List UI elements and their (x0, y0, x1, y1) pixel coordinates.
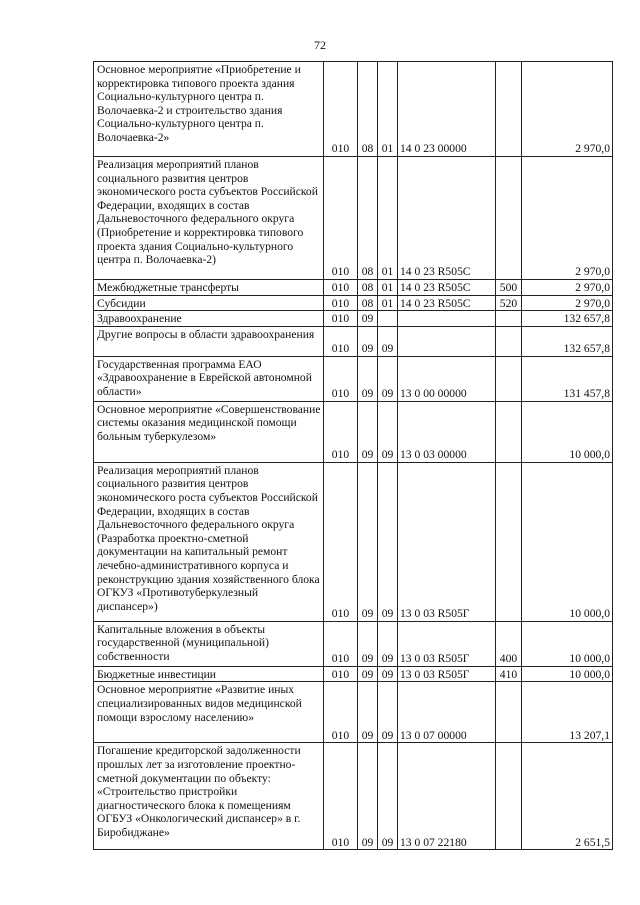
row-gr-code: 010 (324, 462, 358, 621)
row-target-code: 14 0 23 R505C (398, 280, 496, 296)
table-row (94, 462, 613, 621)
row-subsection-code: 09 (378, 682, 398, 743)
row-target-code: 13 0 07 22180 (398, 743, 496, 850)
row-section-code: 08 (358, 295, 378, 311)
row-expense-type-code: 520 (496, 295, 522, 311)
row-gr-code: 010 (324, 682, 358, 743)
row-target-code: 13 0 03 00000 (398, 401, 496, 462)
row-amount: 2 651,5 (522, 743, 613, 850)
row-section-code: 09 (358, 462, 378, 621)
row-section-code: 09 (358, 326, 378, 356)
row-name: Реализация мероприятий планов социального развития центров экономического роста субъектов Российской Федерации, входящих в состав Дальневосточного федерального округа (Разработка проектно-сметной документации на капитальный ремонт лечебно-административного корпуса и реконструкцию здания хозяйственного блока ОГКУЗ «Противотуберкулезный диспансер») (94, 462, 324, 621)
row-amount: 2 970,0 (522, 280, 613, 296)
row-gr-code: 010 (324, 401, 358, 462)
row-subsection-code: 09 (378, 666, 398, 682)
table-row (94, 666, 613, 682)
row-subsection-code: 09 (378, 401, 398, 462)
row-amount: 13 207,1 (522, 682, 613, 743)
page-number: 72 (314, 38, 326, 52)
row-section-code: 09 (358, 682, 378, 743)
row-expense-type-code (496, 682, 522, 743)
row-name: Основное мероприятие «Развитие иных специализированных видов медицинской помощи взрослому населению» (94, 682, 324, 743)
row-amount: 10 000,0 (522, 621, 613, 666)
row-name: Межбюджетные трансферты (94, 280, 324, 296)
row-subsection-code: 09 (378, 462, 398, 621)
row-section-code: 08 (358, 62, 378, 157)
row-section-code: 09 (358, 401, 378, 462)
row-subsection-code: 09 (378, 356, 398, 401)
row-name: Субсидии (94, 295, 324, 311)
row-expense-type-code: 500 (496, 280, 522, 296)
row-amount: 10 000,0 (522, 401, 613, 462)
row-name: Капитальные вложения в объекты государственной (муниципальной) собственности (94, 621, 324, 666)
row-amount: 2 970,0 (522, 157, 613, 280)
row-amount: 131 457,8 (522, 356, 613, 401)
row-subsection-code (378, 311, 398, 327)
row-gr-code: 010 (324, 295, 358, 311)
row-name: Бюджетные инвестиции (94, 666, 324, 682)
row-gr-code: 010 (324, 280, 358, 296)
row-amount: 2 970,0 (522, 62, 613, 157)
row-name: Основное мероприятие «Приобретение и корректировка типового проекта здания Социально-культурного центра п. Волочаевка-2 и строительство здания Социально-культурного центра п. Волочаевка-2» (94, 62, 324, 157)
table-row (94, 62, 613, 157)
row-target-code: 13 0 00 00000 (398, 356, 496, 401)
row-gr-code: 010 (324, 743, 358, 850)
row-subsection-code: 01 (378, 295, 398, 311)
table-row (94, 311, 613, 327)
row-section-code: 08 (358, 157, 378, 280)
row-amount: 132 657,8 (522, 326, 613, 356)
row-name: Здравоохранение (94, 311, 324, 327)
table-row (94, 295, 613, 311)
row-target-code: 13 0 07 00000 (398, 682, 496, 743)
row-section-code: 08 (358, 280, 378, 296)
row-gr-code: 010 (324, 356, 358, 401)
row-expense-type-code (496, 62, 522, 157)
budget-table (93, 61, 613, 850)
row-gr-code: 010 (324, 157, 358, 280)
row-subsection-code: 09 (378, 621, 398, 666)
row-target-code: 13 0 03 R505Г (398, 462, 496, 621)
row-subsection-code: 01 (378, 157, 398, 280)
table-row (94, 401, 613, 462)
row-expense-type-code (496, 462, 522, 621)
row-target-code: 14 0 23 R505C (398, 295, 496, 311)
row-amount: 132 657,8 (522, 311, 613, 327)
row-target-code: 14 0 23 R505C (398, 157, 496, 280)
row-target-code: 13 0 03 R505Г (398, 666, 496, 682)
row-gr-code: 010 (324, 311, 358, 327)
row-expense-type-code (496, 356, 522, 401)
row-gr-code: 010 (324, 621, 358, 666)
row-expense-type-code: 410 (496, 666, 522, 682)
table-row (94, 356, 613, 401)
row-subsection-code: 01 (378, 62, 398, 157)
table-row (94, 326, 613, 356)
table-row (94, 280, 613, 296)
row-name: Другие вопросы в области здравоохранения (94, 326, 324, 356)
row-section-code: 09 (358, 356, 378, 401)
table-row (94, 621, 613, 666)
row-expense-type-code (496, 743, 522, 850)
row-amount: 2 970,0 (522, 295, 613, 311)
row-gr-code: 010 (324, 666, 358, 682)
table-row (94, 157, 613, 280)
row-subsection-code: 09 (378, 743, 398, 850)
row-expense-type-code: 400 (496, 621, 522, 666)
row-name: Основное мероприятие «Совершенствование системы оказания медицинской помощи больным туберкулезом» (94, 401, 324, 462)
row-expense-type-code (496, 326, 522, 356)
row-subsection-code: 09 (378, 326, 398, 356)
row-name: Государственная программа ЕАО «Здравоохранение в Еврейской автономной области» (94, 356, 324, 401)
row-target-code (398, 311, 496, 327)
row-expense-type-code (496, 401, 522, 462)
row-expense-type-code (496, 157, 522, 280)
row-section-code: 09 (358, 743, 378, 850)
row-section-code: 09 (358, 621, 378, 666)
row-target-code: 13 0 03 R505Г (398, 621, 496, 666)
row-target-code: 14 0 23 00000 (398, 62, 496, 157)
row-section-code: 09 (358, 311, 378, 327)
row-expense-type-code (496, 311, 522, 327)
table-row (94, 743, 613, 850)
row-gr-code: 010 (324, 62, 358, 157)
row-amount: 10 000,0 (522, 462, 613, 621)
row-target-code (398, 326, 496, 356)
row-amount: 10 000,0 (522, 666, 613, 682)
row-subsection-code: 01 (378, 280, 398, 296)
table-row (94, 682, 613, 743)
row-section-code: 09 (358, 666, 378, 682)
row-name: Реализация мероприятий планов социального развития центров экономического роста субъектов Российской Федерации, входящих в состав Дальневосточного федерального округа (Приобретение и корректировка типового проекта здания Социально-культурного центра п. Волочаевка-2) (94, 157, 324, 280)
row-gr-code: 010 (324, 326, 358, 356)
row-name: Погашение кредиторской задолженности прошлых лет за изготовление проектно-сметной документации по объекту: «Строительство пристройки диагностического блока к помещениям ОГБУЗ «Онкологический диспансер» в г. Биробиджане» (94, 743, 324, 850)
